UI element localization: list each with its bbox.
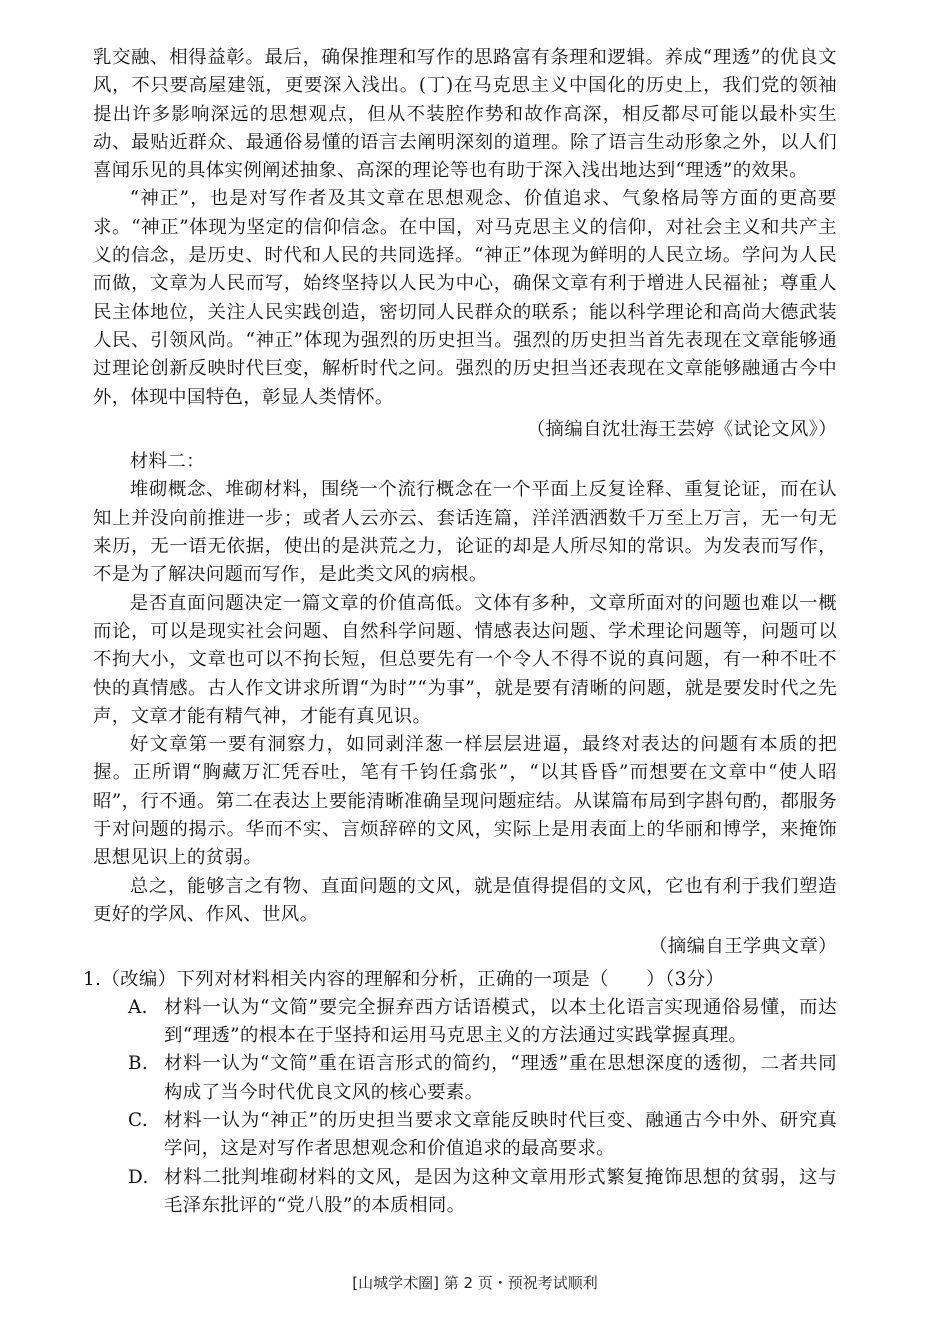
option-label: C. xyxy=(128,1109,149,1131)
option-text: 材料一认为“文简”重在语言形式的简约，“理透”重在思想深度的透彻，二者共同构成了当今时代优良文风的核心要素。 xyxy=(164,1053,837,1103)
material2-title: 材料二： xyxy=(129,451,205,473)
material1-paragraph-1: 乳交融、相得益彰。最后，确保推理和写作的思路富有条理和逻辑。养成“理透”的优良文风，不只要高屋建瓴，更要深入浅出。(丁)在马克思主义中国化的历史上，我们党的领袖提出许多影响深远的思想观点，但从不装腔作势和故作高深，相反都尽可能以最朴实生动、最贴近群众、最通俗易懂的语言去阐明深刻的道理。除了语言生动形象之外，以人们喜闻乐见的具体实例阐述抽象、高深的理论等也有助于深入浅出地达到“理透”的效果。 xyxy=(93,47,837,182)
material2-paragraph-2: 是否直面问题决定一篇文章的价值高低。文体有多种，文章所面对的问题也难以一概而论，可以是现实社会问题、自然科学问题、情感表达问题、学术理论问题等，问题可以不拘大小，文章也可以不拘长短，但总要先有一个令人不得不说的真问题，有一种不吐不快的真情感。古人作文讲求所谓“为时”“为事”，就是要有清晰的问题，就是要发时代之先声，文章才能有精气神，才能有真见识。 xyxy=(93,592,837,727)
material1-paragraph-2: “神正”，也是对写作者及其文章在思想观念、价值追求、气象格局等方面的更高要求。“神正”体现为坚定的信仰信念。在中国，对马克思主义的信仰，对社会主义和共产主义的信念，是历史、时代和人民的共同选择。“神正”体现为鲜明的人民立场。学问为人民而做，文章为人民而写，始终坚持以人民为中心，确保文章有利于增进人民福祉；尊重人民主体地位，关注人民实践创造，密切同人民群众的联系；能以科学理论和高尚大德武装人民、引领风尚。“神正”体现为强烈的历史担当。强烈的历史担当首先表现在文章能够通过理论创新反映时代巨变，解析时代之问。强烈的历史担当还表现在文章能够融通古今中外，体现中国特色，彰显人类情怀。 xyxy=(93,188,837,408)
document-page xyxy=(83,44,837,1220)
material2-paragraph-3: 好文章第一要有洞察力，如同剥洋葱一样层层进逼，最终对表达的问题有本质的把握。正所谓“胸藏万汇凭吞吐，笔有千钧任翕张”，“以其昏昏”而想要在文章中“使人昭昭”，行不通。第二在表达上要能清晰准确呈现问题症结。从谋篇布局到字斟句酌，都服务于对问题的揭示。华而不实、言烦辞碎的文风，实际上是用表面上的华丽和博学，来掩饰思想见识上的贫弱。 xyxy=(93,734,837,869)
material2-paragraph-4: 总之，能够言之有物、直面问题的文风，就是值得提倡的文风，它也有利于我们塑造更好的学风、作风、世风。 xyxy=(93,875,837,925)
option-c xyxy=(93,1107,837,1164)
option-text: 材料一认为“神正”的历史担当要求文章能反映时代巨变、融通古今中外、研究真学问，这是对写作者思想观念和价值追求的最高要求。 xyxy=(164,1109,837,1160)
material2-paragraph-1: 堆砌概念、堆砌材料，围绕一个流行概念在一个平面上反复诠释、重复论证，而在认知上并没向前推进一步；或者人云亦云、套话连篇，洋洋洒洒数千万至上万言，无一句无来历，无一语无依据，使出的是洪荒之力，论证的却是人所尽知的常识。为发表而写作，不是为了解决问题而写作，是此类文风的病根。 xyxy=(93,479,837,586)
option-d xyxy=(93,1164,837,1221)
option-label: A. xyxy=(128,996,148,1018)
page-footer: [山城学术圈] 第 2 页・预祝考试顺利 xyxy=(352,1274,598,1292)
material1-source: （摘编自沈壮海王芸婷《试论文风》） xyxy=(526,418,837,440)
option-text: 材料一认为“文简”要完全摒弃西方话语模式，以本土化语言实现通俗易懂，而达到“理透”的根本在于坚持和运用马克思主义的方法通过实践掌握真理。 xyxy=(164,996,837,1047)
question-stem: 1.（改编）下列对材料相关内容的理解和分析，正确的一项是（ ）（3分） xyxy=(83,968,725,990)
option-b xyxy=(93,1050,837,1107)
option-a xyxy=(93,994,837,1051)
material2-source: （摘编自王学典文章） xyxy=(649,936,837,958)
option-label: B. xyxy=(128,1053,149,1075)
option-text: 材料二批判堆砌材料的文风，是因为这种文章用形式繁复掩饰思想的贫弱，这与毛泽东批评的“党八股”的本质相同。 xyxy=(164,1166,837,1216)
option-label: D. xyxy=(128,1166,149,1188)
